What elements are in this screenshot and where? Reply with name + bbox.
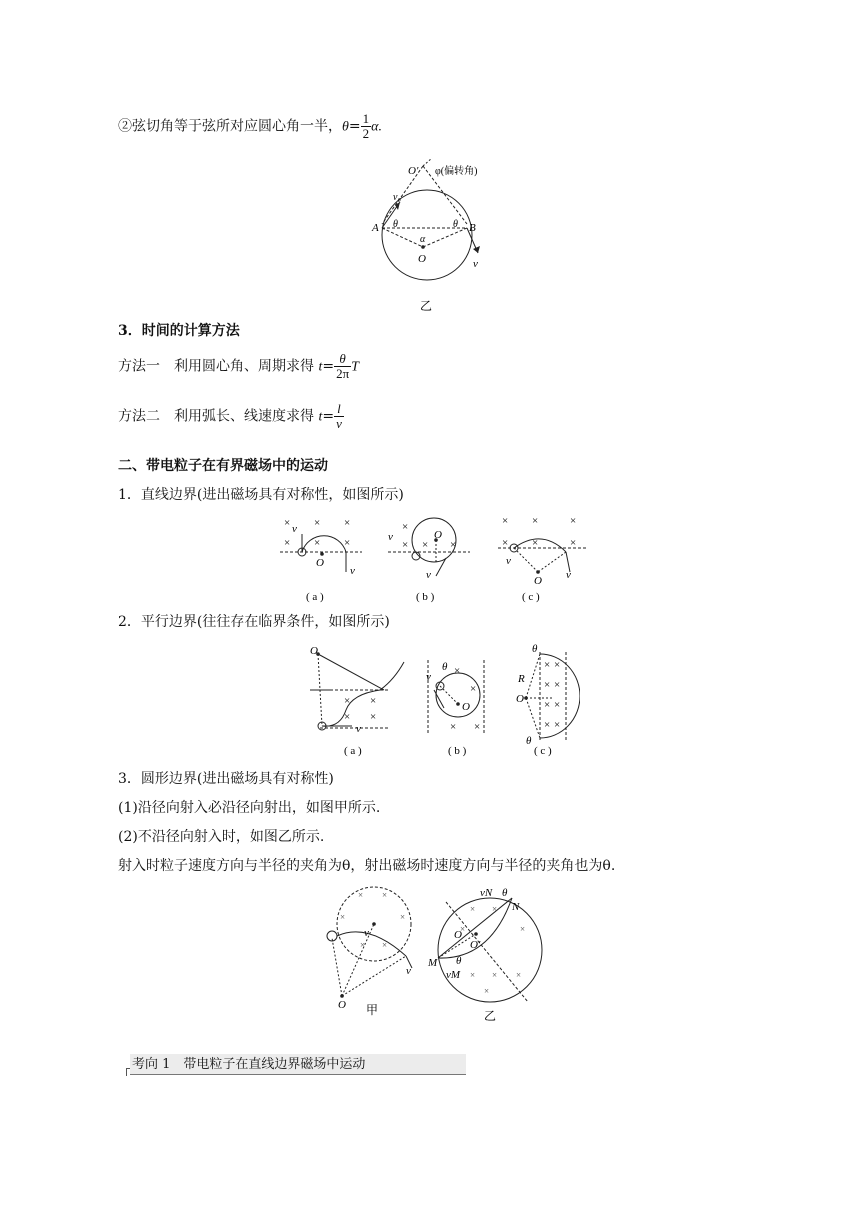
caption-yi-top: 乙 bbox=[420, 299, 433, 313]
circle-boundary-item-1: (1)沿径向射入必沿径向射出，如图甲所示. bbox=[118, 800, 381, 816]
method-one-line bbox=[118, 352, 359, 381]
field-mark: × bbox=[570, 515, 577, 527]
method-two-line bbox=[118, 402, 344, 431]
figure-chord-angle bbox=[360, 150, 510, 315]
center-c bbox=[536, 570, 540, 574]
radius-oa bbox=[382, 228, 423, 247]
label-theta-c-bottom: θ bbox=[526, 735, 532, 747]
fraction-denominator: 2π bbox=[336, 366, 350, 381]
fraction-numerator: 1 bbox=[362, 111, 370, 126]
label-v-c-out: v bbox=[566, 569, 571, 581]
label-o-b: O bbox=[434, 529, 442, 541]
alpha-symbol: α. bbox=[371, 119, 382, 135]
theta-symbol: θ bbox=[342, 119, 349, 135]
label-phi: φ(偏转角) bbox=[435, 166, 478, 177]
trajectory-b bbox=[436, 673, 480, 717]
label-theta-n: θ bbox=[502, 887, 508, 899]
center-jia bbox=[340, 994, 344, 998]
label-v-jia-out: v bbox=[406, 965, 411, 977]
center-a bbox=[320, 552, 324, 556]
topic-tab-underline bbox=[130, 1074, 466, 1075]
label-v-jia-in: v bbox=[364, 927, 369, 939]
label-oprime: O′ bbox=[408, 165, 419, 177]
label-m: M bbox=[428, 957, 438, 969]
topic-tab bbox=[126, 1054, 466, 1076]
period-symbol: T bbox=[351, 359, 359, 375]
label-v-a-in: v bbox=[292, 523, 297, 535]
caption-line-b: ( b ) bbox=[416, 591, 435, 603]
field-mark: × bbox=[470, 904, 476, 914]
method-two-text: 方法二 利用弧长、线速度求得 bbox=[118, 408, 319, 425]
method-one-text: 方法一 利用圆心角、周期求得 bbox=[118, 358, 319, 375]
field-mark: × bbox=[554, 679, 561, 691]
caption-jia: 甲 bbox=[366, 1003, 379, 1017]
field-mark: × bbox=[544, 659, 551, 671]
field-mark: × bbox=[554, 659, 561, 671]
chord-angle-text: ②弦切角等于弦所对应圆心角一半， bbox=[118, 118, 342, 135]
field-mark: × bbox=[470, 683, 477, 695]
label-o-a: O bbox=[316, 557, 324, 569]
field-mark: × bbox=[502, 515, 509, 527]
trajectory-circle bbox=[382, 190, 472, 280]
field-mark: × bbox=[532, 515, 539, 527]
label-v: v bbox=[473, 258, 478, 270]
field-mark: × bbox=[450, 539, 457, 551]
caption-par-a: ( a ) bbox=[344, 745, 362, 757]
label-vm: vM bbox=[446, 969, 461, 981]
field-mark: × bbox=[370, 695, 377, 707]
caption-par-c: ( c ) bbox=[534, 745, 552, 757]
label-a: A bbox=[372, 222, 379, 234]
l-over-v bbox=[334, 402, 344, 431]
center-b bbox=[456, 702, 460, 706]
fraction-denominator: v bbox=[336, 416, 342, 431]
equals-sign: = bbox=[348, 118, 361, 135]
fraction-numerator: θ bbox=[334, 352, 351, 367]
field-mark: × bbox=[314, 537, 321, 549]
caption-line-c: ( c ) bbox=[522, 591, 540, 603]
field-mark: × bbox=[460, 924, 466, 934]
arrowhead-v bbox=[473, 246, 480, 253]
label-r-c: R bbox=[518, 673, 525, 685]
field-mark: × bbox=[470, 970, 476, 980]
label-o-c: O bbox=[516, 693, 524, 705]
field-mark: × bbox=[360, 940, 366, 950]
field-mark: × bbox=[284, 517, 291, 529]
radius-c-top bbox=[526, 654, 540, 698]
field-mark: × bbox=[492, 904, 498, 914]
label-theta-b: θ bbox=[453, 219, 458, 230]
field-mark: × bbox=[358, 890, 364, 900]
topic-tab-corner-v bbox=[126, 1068, 127, 1076]
center-yi bbox=[474, 932, 478, 936]
arc-a bbox=[302, 536, 346, 552]
t-symbol: t bbox=[318, 359, 323, 375]
field-mark: × bbox=[422, 539, 429, 551]
label-o-c: O bbox=[534, 575, 542, 587]
line-boundary-heading: 1．直线边界(进出磁场具有对称性，如图所示) bbox=[118, 487, 404, 503]
label-b: B bbox=[469, 222, 476, 234]
radius-jia-2 bbox=[342, 956, 406, 996]
circle-boundary-heading: 3．圆形边界(进出磁场具有对称性) bbox=[118, 771, 334, 787]
label-oprime-yi: O′ bbox=[470, 939, 481, 951]
field-mark: × bbox=[544, 679, 551, 691]
circle-boundary-item-3: 射入时粒子速度方向与半径的夹角为θ，射出磁场时速度方向与半径的夹角也为θ. bbox=[118, 858, 616, 874]
field-mark: × bbox=[402, 521, 409, 533]
section-time-heading: 3．时间的计算方法 bbox=[118, 323, 240, 339]
field-mark: × bbox=[382, 940, 388, 950]
label-vn: vN bbox=[480, 887, 493, 899]
deflection-ray bbox=[423, 158, 432, 166]
field-mark: × bbox=[344, 695, 351, 707]
field-mark: × bbox=[402, 539, 409, 551]
center-c bbox=[524, 696, 528, 700]
field-mark: × bbox=[492, 970, 498, 980]
caption-par-b: ( b ) bbox=[448, 745, 467, 757]
chord-angle-line bbox=[118, 112, 382, 141]
radius-jia-3 bbox=[342, 924, 374, 996]
field-circle-yi bbox=[438, 898, 542, 1002]
arc-c bbox=[514, 539, 566, 552]
fraction-denominator: 2 bbox=[362, 126, 370, 141]
label-v-b-in: v bbox=[388, 531, 393, 543]
radius-a-line bbox=[318, 654, 384, 690]
field-mark: × bbox=[502, 537, 509, 549]
field-mark: × bbox=[570, 537, 577, 549]
label-o-jia: O bbox=[338, 999, 346, 1011]
field-mark: × bbox=[554, 699, 561, 711]
field-mark: × bbox=[344, 517, 351, 529]
field-mark: × bbox=[520, 924, 526, 934]
label-o-b: O bbox=[462, 701, 470, 713]
field-mark: × bbox=[544, 719, 551, 731]
label-v-c-in: v bbox=[506, 555, 511, 567]
part-two-heading: 二、带电粒子在有界磁场中的运动 bbox=[118, 458, 328, 474]
t-symbol: t bbox=[318, 409, 323, 425]
label-theta-m: θ bbox=[456, 955, 462, 967]
field-mark: × bbox=[314, 517, 321, 529]
label-o: O bbox=[418, 253, 426, 265]
field-mark: × bbox=[454, 665, 461, 677]
label-v-a: v bbox=[356, 723, 361, 735]
figure-parallel-boundary bbox=[300, 640, 580, 760]
fraction-numerator: l bbox=[334, 402, 344, 417]
label-theta-a: θ bbox=[393, 219, 398, 230]
radius-ob bbox=[423, 228, 467, 247]
field-mark: × bbox=[516, 970, 522, 980]
parallel-boundary-heading: 2．平行边界(往往存在临界条件，如图所示) bbox=[118, 614, 390, 630]
field-mark: × bbox=[544, 699, 551, 711]
field-mark: × bbox=[344, 537, 351, 549]
label-v-a-out: v bbox=[350, 565, 355, 577]
field-mark: × bbox=[474, 721, 481, 733]
field-mark: × bbox=[450, 721, 457, 733]
label-v-b-out: v bbox=[426, 569, 431, 581]
field-mark: × bbox=[344, 711, 351, 723]
radius-c1 bbox=[514, 548, 538, 572]
caption-yi: 乙 bbox=[484, 1009, 497, 1022]
label-n: N bbox=[512, 901, 520, 913]
field-mark: × bbox=[382, 890, 388, 900]
field-mark: × bbox=[532, 537, 539, 549]
radius-jia-1 bbox=[332, 938, 342, 996]
equals-sign: = bbox=[322, 358, 335, 375]
field-mark: × bbox=[400, 912, 406, 922]
center-point-o bbox=[421, 245, 425, 249]
topic-tab-label: 考向 1 带电粒子在直线边界磁场中运动 bbox=[132, 1057, 366, 1072]
theta-over-2pi bbox=[334, 352, 351, 381]
label-v0: v₀ bbox=[393, 192, 401, 203]
field-mark: × bbox=[284, 537, 291, 549]
label-theta-c-top: θ bbox=[532, 643, 538, 655]
figure-line-boundary bbox=[270, 512, 600, 606]
center-o-jia bbox=[372, 922, 376, 926]
caption-line-a: ( a ) bbox=[306, 591, 324, 603]
field-mark: × bbox=[554, 719, 561, 731]
field-mark: × bbox=[370, 711, 377, 723]
field-mark: × bbox=[340, 912, 346, 922]
trajectory-a bbox=[322, 662, 404, 726]
radius-c-bottom bbox=[526, 698, 540, 738]
radius-c2 bbox=[538, 552, 566, 572]
label-o-a: O bbox=[310, 645, 318, 657]
field-mark: × bbox=[484, 986, 490, 996]
half-fraction bbox=[361, 112, 372, 141]
label-theta-b: θ bbox=[442, 661, 448, 673]
equals-sign: = bbox=[322, 408, 335, 425]
label-alpha: α bbox=[420, 234, 426, 245]
label-o-yi: O bbox=[454, 929, 462, 941]
trajectory-jia bbox=[337, 932, 406, 956]
label-v-b: v bbox=[426, 671, 431, 683]
figure-circular-boundary bbox=[320, 882, 550, 1022]
circle-boundary-item-2: (2)不沿径向射入时，如图乙所示. bbox=[118, 829, 325, 845]
